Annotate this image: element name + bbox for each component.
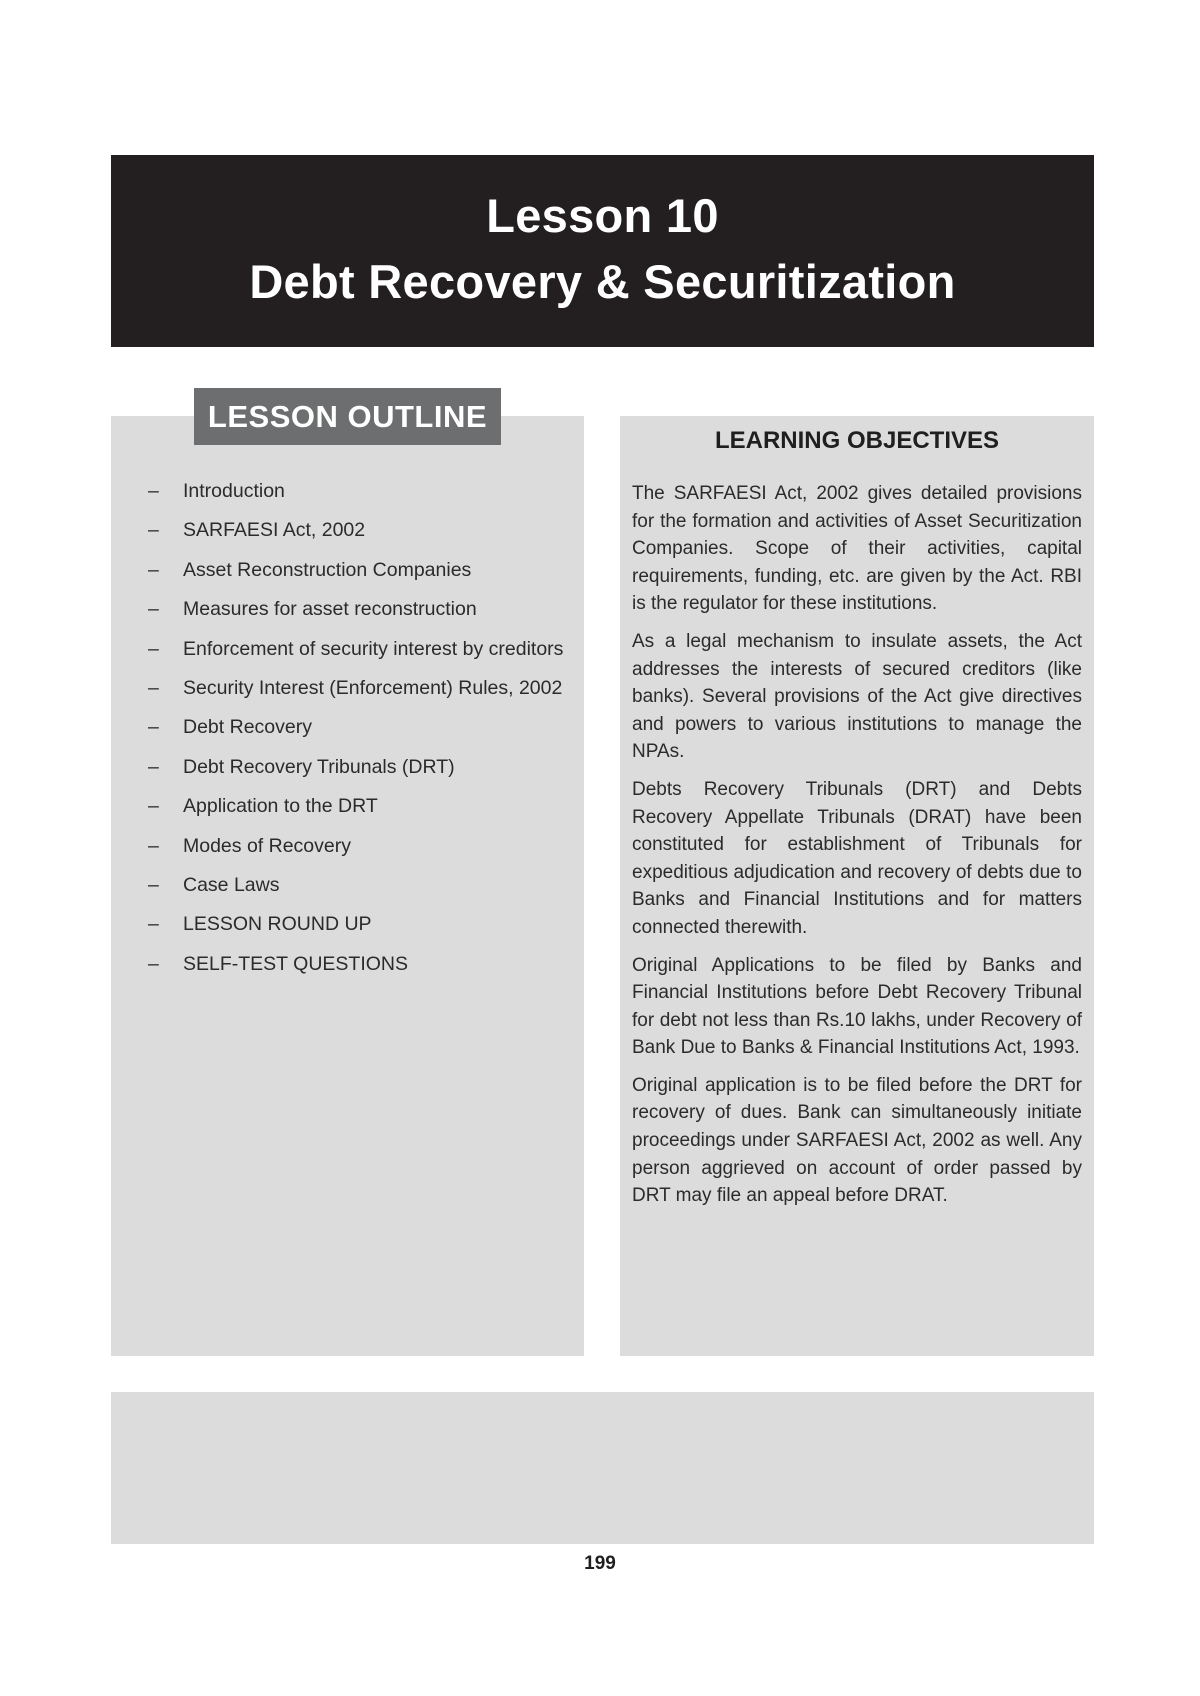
bullet-dash: – (148, 834, 159, 857)
bottom-empty-box (111, 1392, 1094, 1544)
bullet-dash: – (148, 755, 159, 778)
bullet-dash: – (148, 480, 159, 502)
objective-paragraph: The SARFAESI Act, 2002 gives detailed provisions for the formation and activities of Asset Securitization Companies. Scope of their activities, capital requirements, funding, etc. are given by the Act. RBI is the regulator for these institutions. (632, 483, 1082, 615)
bullet-dash: – (148, 558, 159, 581)
outline-item-label: Measures for asset reconstruction (183, 598, 477, 621)
lesson-title: Debt Recovery & Securitization (249, 255, 956, 308)
objective-paragraph: Original application is to be filed before the DRT for recovery of dues. Bank can simultaneously initiate proceedings under SARFAESI Act, 2002 as well. Any person aggrieved on account of order passed by DRT may file an appeal before DRAT. (632, 1074, 1082, 1207)
lesson-outline-heading: LESSON OUTLINE (194, 388, 501, 445)
bullet-dash: – (148, 598, 159, 621)
title-banner (111, 155, 1094, 347)
bullet-dash: – (148, 519, 159, 542)
outline-item (148, 632, 588, 671)
outline-item (148, 750, 588, 789)
outline-item-label: Asset Reconstruction Companies (183, 558, 472, 581)
outline-item-label: LESSON ROUND UP (183, 913, 372, 936)
outline-item-label: SARFAESI Act, 2002 (183, 519, 366, 542)
outline-item-label: Application to the DRT (183, 795, 378, 818)
outline-item (148, 868, 588, 907)
outline-item (148, 671, 588, 710)
outline-item-label: Debt Recovery Tribunals (DRT) (183, 755, 455, 778)
bullet-dash: – (148, 913, 159, 936)
bullet-dash: – (148, 795, 159, 818)
lesson-number: Lesson 10 (486, 189, 719, 242)
outline-item-label: Enforcement of security interest by creditors (183, 637, 564, 660)
outline-item (148, 513, 588, 552)
learning-objectives-body (632, 480, 1082, 1220)
outline-item (148, 474, 588, 513)
objective-paragraph: Original Applications to be filed by Banks and Financial Institutions before Debt Recovery Tribunal for debt not less than Rs.10 lakhs, under Recovery of Bank Due to Banks & Financial Institutions Act, 1993. (632, 954, 1082, 1059)
bullet-dash: – (148, 952, 159, 975)
outline-item-label: SELF-TEST QUESTIONS (183, 952, 409, 975)
outline-item-label: Modes of Recovery (183, 834, 351, 857)
outline-item (148, 947, 588, 986)
bullet-dash: – (148, 676, 159, 699)
outline-item (148, 907, 588, 946)
outline-item (148, 710, 588, 749)
bullet-dash: – (148, 637, 159, 660)
outline-item (148, 592, 588, 631)
bullet-dash: – (148, 873, 159, 896)
outline-item (148, 829, 588, 868)
outline-item (148, 553, 588, 592)
outline-item-label: Case Laws (183, 873, 280, 896)
outline-item-label: Debt Recovery (183, 716, 312, 739)
objective-paragraph: Debts Recovery Tribunals (DRT) and Debts Recovery Appellate Tribunals (DRAT) have been constituted for establishment of Tribunals for expeditious adjudication and recovery of debts due to Banks and Financial Institutions and for matters connected therewith. (632, 778, 1082, 938)
outline-item-label: Security Interest (Enforcement) Rules, 2002 (183, 676, 563, 699)
lesson-outline-list (148, 474, 588, 986)
objective-paragraph: As a legal mechanism to insulate assets, the Act addresses the interests of secured creditors (like banks). Several provisions of the Act give directives and powers to various institutions to manage the NPAs. (632, 630, 1082, 763)
learning-objectives-heading: LEARNING OBJECTIVES (714, 427, 1000, 454)
outline-item (148, 789, 588, 828)
outline-item-label: Introduction (183, 480, 285, 502)
page-number: 199 (584, 1553, 616, 1574)
bullet-dash: – (148, 716, 159, 739)
